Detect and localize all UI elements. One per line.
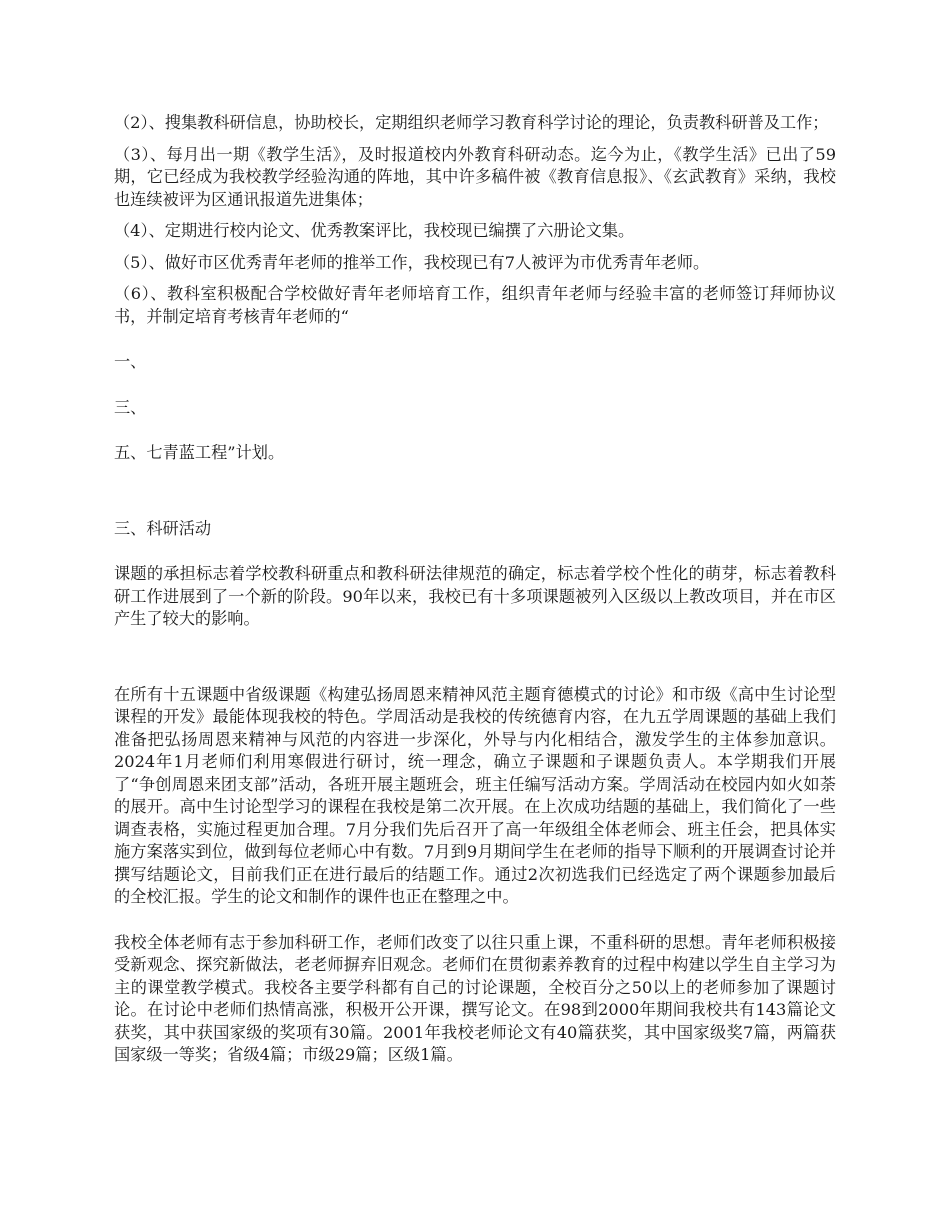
document-page: [114, 112, 836, 1076]
spacer: [114, 918, 836, 932]
paragraph-item-5: （5）、做好市区优秀青年老师的推举工作，我校现已有7人被评为市优秀青年老师。: [114, 252, 710, 272]
spacer: [114, 337, 836, 351]
spacer: [114, 662, 836, 684]
section-heading: 三、科研活动: [114, 518, 212, 538]
spacer: [114, 549, 836, 563]
spacer: [114, 383, 836, 397]
spacer: [114, 474, 836, 496]
spacer: [114, 428, 836, 442]
numbered-line-3: 三、: [114, 397, 147, 417]
paragraph-item-4: （4）、定期进行校内论文、优秀教案评比，我校现已编撰了六册论文集。: [114, 221, 635, 240]
body-paragraph-teachers: 我校全体老师有志于参加科研工作，老师们改变了以往只重上课，不重科研的思想。青年老师积极接受新观念、探究新做法，老老师摒弃旧观念。老师们在贯彻素养教育的过程中构建以学生自主学习为主的课堂教学模式。我校各主要学科都有自己的讨论课题，全校百分之50以上的老师参加了课题讨论。在讨论中老师们热情高涨，积极开公开课，撰写论文。在98到2000年期间我校共有143篇论文获奖，其中获国家级的奖项有30篇。2001年我校老师论文有40篇获奖，其中国家级奖7篇，两篇获国家级一等奖；省级4篇；市级29篇；区级1篇。: [114, 932, 836, 1064]
paragraph-item-3: （3）、每月出一期《教学生活》，及时报道校内外教育科研动态。迄今为止，《教学生活》已出了59期，它已经成为我校教学经验沟通的阵地，其中许多稿件被《教育信息报》、《玄武教育》采纳，我校也连续被评为区通讯报道先进集体；: [114, 144, 836, 209]
paragraph-item-6: （6）、教科室积极配合学校做好青年老师培育工作，组织青年老师与经验丰富的老师签订拜师协议书，并制定培育考核青年老师的“: [114, 284, 836, 326]
spacer: [114, 640, 836, 662]
paragraph-item-2: （2）、搜集教科研信息，协助校长，定期组织老师学习教育科学讨论的理论，负责教科研普及工作；: [114, 113, 829, 132]
numbered-line-5: 五、七青蓝工程”计划。: [114, 443, 285, 462]
numbered-line-1: 一、: [114, 352, 147, 371]
body-paragraph-projects: 在所有十五课题中省级课题《构建弘扬周恩来精神风范主题育德模式的讨论》和市级《高中生讨论型课程的开发》最能体现我校的特色。学周活动是我校的传统德育内容，在九五学周课题的基础上我们准备把弘扬周恩来精神与风范的内容进一步深化，外导与内化相结合，激发学生的主体参加意识。2024年1月老师们利用寒假进行研讨，统一理念，确立子课题和子课题负责人。本学期我们开展了“争创周恩来团支部”活动，各班开展主题班会，班主任编写活动方案。学周活动在校园内如火如荼的展开。高中生讨论型学习的课程在我校是第二次开展。在上次成功结题的基础上，我们简化了一些调查表格，实施过程更加合理。7月分我们先后召开了高一年级组全体老师会、班主任会，把具体实施方案落实到位，做到每位老师心中有数。7月到9月期间学生在老师的指导下顺利的开展调查讨论并撰写结题论文，目前我们正在进行最后的结题工作。通过2次初选我们已经选定了两个课题参加最后的全校汇报。学生的论文和制作的课件也正在整理之中。: [114, 684, 836, 906]
spacer: [114, 496, 836, 518]
body-paragraph-intro: 课题的承担标志着学校教科研重点和教科研法律规范的确定，标志着学校个性化的萌芽，标志着教科研工作进展到了一个新的阶段。90年以来，我校已有十多项课题被列入区级以上教改项目，并在市区产生了较大的影响。: [114, 564, 836, 628]
